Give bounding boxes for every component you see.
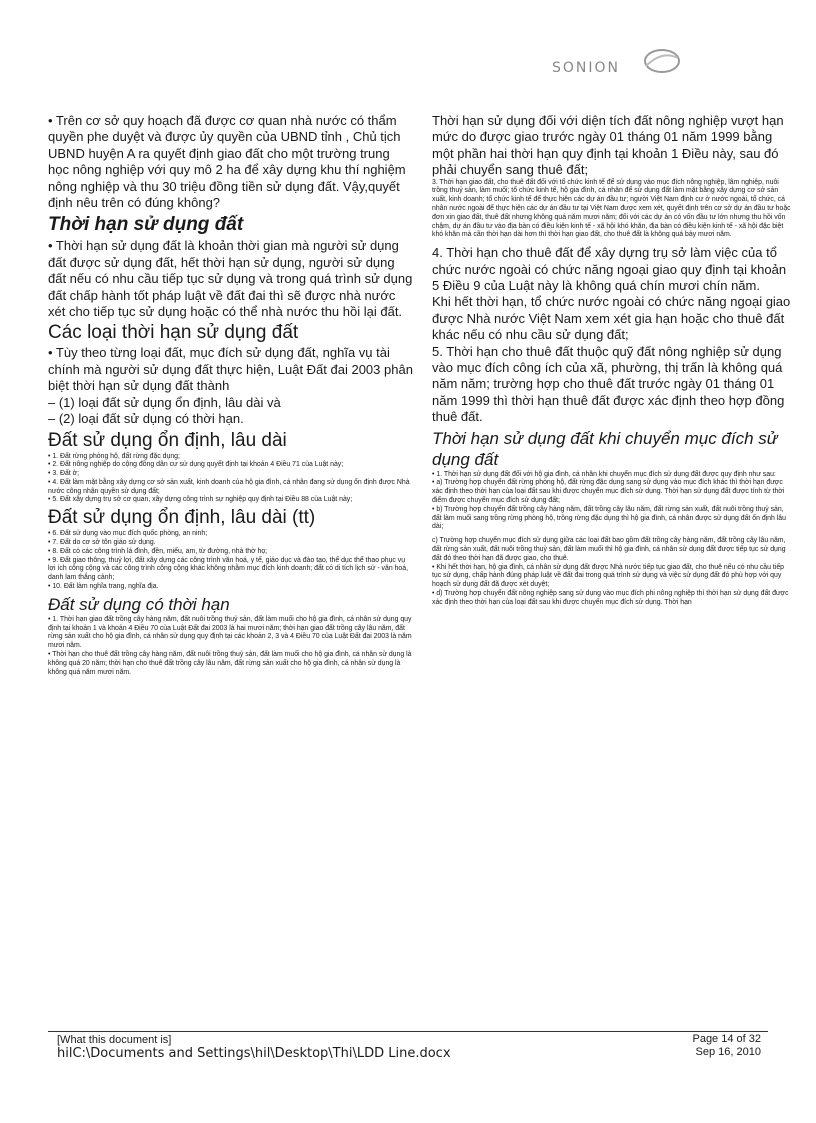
list-item: • 1. Đất rừng phòng hộ, đất rừng đặc dụng; xyxy=(48,452,180,460)
list-item: • 5. Đất xây dựng trụ sở cơ quan, xây dựng công trình sự nghiệp quy định tại Điều 88 của Luật này; xyxy=(48,496,353,504)
page-number: Page 14 of 32 xyxy=(692,1033,761,1045)
heading-co-thoi-han: Đất sử dụng có thời hạn xyxy=(48,594,230,614)
footer-doc-label: [What this document is] xyxy=(57,1034,172,1046)
logo-swirl-icon xyxy=(632,46,682,76)
heading-chuyen-muc-dich: Thời hạn sử dụng đất khi chuyển mục đích sử dụng đất xyxy=(432,428,778,469)
paragraph-definition: • Thời hạn sử dụng đất là khoản thời gian mà người sử dụng đất được sử dụng đất, hết thời hạn sử dụng, người sử dụng đất nếu có nhu cầu tiếp tục sử dụng và trong quá trình sử dụng đất chấp hành tốt pháp luật về đất đai thì sẽ được nhà nước xét cho tiếp tục sử dụng hoặc có thể nhà nước thu hồi lại đất. xyxy=(48,238,413,320)
print-date: Sep 16, 2010 xyxy=(695,1046,761,1058)
list-item: • 2. Đất nông nghiệp do cộng đồng dân cư sử dụng quyết định tại khoản 4 Điều 71 của Luật này; xyxy=(48,461,344,469)
list-item: • a) Trường hợp chuyển đất rừng phòng hộ, đất rừng đặc dụng sang sử dụng vào mục đích khác thì thời hạn được xác định theo thời hạn của loại đất sau khi được chuyển mục đích sử dụng. Thời hạn sử dụng đất được tính từ thời điểm được chuyển mục đích sử dụng đất; xyxy=(432,479,785,505)
list-item: • 9. Đất giao thông, thuỷ lợi, đất xây dựng các công trình văn hoá, y tế, giáo dục và đào tạo, thể dục thể thao phục vụ lợi ích công cộng và các công trình công cộng khác không nhằm mục đích kinh doanh; đất có di tích lịch sử - văn hoá, danh lam thắng cảnh; xyxy=(48,556,408,582)
list-item: c) Trường hợp chuyển mục đích sử dụng giữa các loại đất bao gồm đất trồng cây hàng năm, đất trồng cây lâu năm, đất rừng sản xuất, đất nuôi trồng thuỷ sản, đất làm muối thì hộ gia đình, cá nhân sử dụng đất được tiếp tục sử dụng đất đó theo thời hạn đã được giao, cho thuê. xyxy=(432,537,786,562)
list-item: • 1. Thời hạn giao đất trồng cây hàng năm, đất nuôi trồng thuỷ sản, đất làm muối cho hộ gia đình, cá nhân sử dụng quy định tại khoản 1 và khoản 4 Điều 70 của Luật Đất đai 2003 là hai mươi năm; thời hạn giao đất trồng cây lâu năm, đất rừng sản xuất cho hộ gia đình, cá nhân sử dụng quy định tại các khoản 2, 3 và 4 Điều 70 của Luật Đất đai 2003 là năm mươi năm. xyxy=(48,615,412,650)
heading-on-dinh-tt: Đất sử dụng ổn định, lâu dài (tt) xyxy=(48,507,316,529)
footer-file-path: hilC:\Documents and Settings\hil\Desktop\Thi\LDD Line.docx xyxy=(57,1046,451,1061)
heading-cac-loai: Các loại thời hạn sử dụng đất xyxy=(48,322,299,344)
list-item: • Thời hạn cho thuê đất trồng cây hàng năm, đất nuôi trồng thuỷ sản, đất làm muối cho hộ gia đình, cá nhân sử dụng là không quá 20 năm; thời hạn cho thuê đất trồng cây lâu năm, đất rừng sản xuất cho hộ gia đình, cá nhân sử dụng là không quá năm mươi năm. xyxy=(48,651,412,676)
type-item-1: – (1) loại đất sử dụng ổn định, lâu dài và xyxy=(48,394,281,410)
list-item: • 10. Đất làm nghĩa trang, nghĩa địa. xyxy=(48,583,159,591)
left-column xyxy=(48,113,413,677)
paragraph-types: • Tùy theo từng loại đất, mục đích sử dụng đất, nghĩa vụ tài chính mà người sử dụng đất thực hiện, Luật Đất đai 2003 phân biệt thời hạn sử dụng đất thành xyxy=(48,345,413,394)
list-item: • 3. Đất ở; xyxy=(48,470,80,478)
list-item: • 4. Đất làm mặt bằng xây dựng cơ sở sản xuất, kinh doanh của hộ gia đình, cá nhân đang sử dụng ổn định được Nhà nước công nhận quyền sử dụng đất; xyxy=(48,478,410,495)
type-item-2: – (2) loại đất sử dụng có thời hạn. xyxy=(48,411,244,427)
intro-paragraph: • Trên cơ sở quy hoạch đã được cơ quan nhà nước có thẩm quyền phe duyệt và được ủy quyền của UBND tỉnh , Chủ tịch UBND huyện A ra quyết định giao đất cho một trường trung học nông nghiệp với quy mô 2 ha để xây dựng khu thí nghiệm nông nghiệp và thu 30 triệu đồng tiền sử dụng đất. Vậy,quyết định nêu trên có đúng không? xyxy=(48,113,406,211)
paragraph-het-thoi-han: Khi hết thời hạn, tổ chức nước ngoài có chức năng ngoại giao được Nhà nước Việt Nam xem xét gia hạn hoặc cho thuê đất khác nếu có nhu cầu sử dụng đất; xyxy=(432,294,791,343)
logo-text: SONION xyxy=(552,60,620,76)
list-item: • 8. Đất có các công trình là đình, đền, miếu, am, từ đường, nhà thờ họ; xyxy=(48,547,268,555)
list-item: • 6. Đất sử dụng vào mục đích quốc phòng, an ninh; xyxy=(48,530,208,538)
list-item: • 1. Thời hạn sử dụng đất đối với hộ gia đình, cá nhân khi chuyển mục đích sử dụng đất được quy định như sau: xyxy=(432,470,776,478)
heading-on-dinh: Đất sử dụng ổn định, lâu dài xyxy=(48,429,287,451)
right-column xyxy=(432,113,792,608)
list-item: • b) Trường hợp chuyển đất trồng cây hàng năm, đất trồng cây lâu năm, đất rừng sản xuất, đất nuôi trồng thuỷ sản, đất làm muối sang trồng rừng phòng hộ, trồng rừng đặc dụng thì hộ gia đình, cá nhân được sử dụng đất ổn định lâu dài; xyxy=(432,505,786,531)
footer-divider xyxy=(48,1031,768,1032)
heading-thoi-han: Thời hạn sử dụng đất xyxy=(48,214,244,236)
paragraph-vuot-han-muc: Thời hạn sử dụng đối với diện tích đất nông nghiệp vượt hạn mức do được giao trước ngày 01 tháng 01 năm 1999 bằng một phần hai thời hạn quy định tại khoản 1 Điều này, sau đó phải chuyển sang thuê đất; xyxy=(432,113,784,178)
sonion-logo xyxy=(552,46,682,82)
footer-page-info xyxy=(692,1033,761,1059)
paragraph-item-5: 5. Thời hạn cho thuê đất thuộc quỹ đất nông nghiệp sử dụng vào mục đích công ích của xã, phường, thị trấn là không quá năm năm; trường hợp cho thuê đất trước ngày 01 tháng 01 năm 1999 thì thời hạn thuê đất được xác định theo hợp đồng thuê đất. xyxy=(432,343,785,425)
paragraph-item-3: 3. Thời hạn giao đất, cho thuê đất đối với tổ chức kinh tế để sử dụng vào mục đích nông nghiệp, lâm nghiệp, nuôi trồng thuỷ sản, làm muối; tổ chức kinh tế, hộ gia đình, cá nhân để sử dụng đất làm mặt bằng xây dựng cơ sở sản xuất, kinh doanh; tổ chức kinh tế để thực hiện các dự án đầu tư; người Việt Nam định cư ở nước ngoài, tổ chức, cá nhân nước ngoài để thực hiện các dự án đầu tư tại Việt Nam được xem xét, quyết định trên cơ sở dự án đầu tư hoặc đơn xin giao đất, thuê đất nhưng không quá năm mươi năm; đối với các dự án có vốn đầu tư lớn nhưng thu hồi vốn chậm, dự án đầu tư vào địa bàn có điều kiện kinh tế - xã hội khó khăn, địa bàn có điều kiện kinh tế - xã hội đặc biệt khó khăn mà cần thời hạn dài hơn thì thời hạn giao đất, cho thuê đất là không quá bảy mươi năm. xyxy=(432,178,791,239)
list-item: • d) Trường hợp chuyển đất nông nghiệp sang sử dụng vào mục đích phi nông nghiệp thì thời hạn sử dụng đất được xác định theo thời hạn của loại đất sau khi được chuyển mục đích sử dụng. Thời hạn xyxy=(432,590,789,606)
list-item: • Khi hết thời hạn, hộ gia đình, cá nhân sử dụng đất được Nhà nước tiếp tục giao đất, cho thuê nếu có nhu cầu tiếp tục sử dụng, chấp hành đúng pháp luật về đất đai trong quá trình sử dụng và việc sử dụng đất đó phù hợp với quy hoạch sử dụng đất đã được xét duyệt; xyxy=(432,563,784,589)
paragraph-item-4: 4. Thời hạn cho thuê đất để xây dựng trụ sở làm việc của tổ chức nước ngoài có chức năng ngoại giao quy định tại khoản 5 Điều 9 của Luật này là không quá chín mươi chín năm. xyxy=(432,245,787,294)
list-item: • 7. Đất do cơ sở tôn giáo sử dụng. xyxy=(48,539,156,547)
